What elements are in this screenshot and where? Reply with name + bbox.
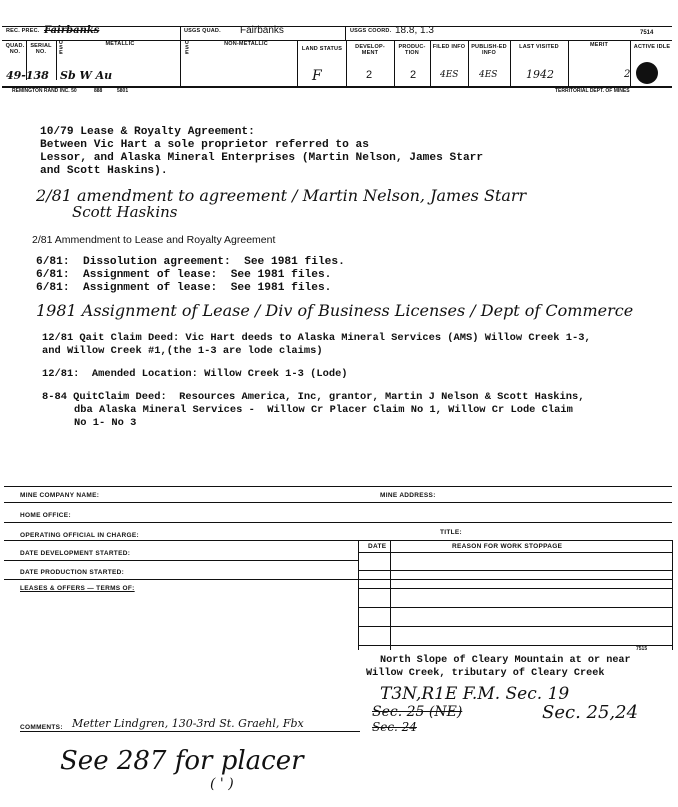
col-use-b: U S E [184, 40, 190, 56]
handwritten-strike-2: Sec. 24 [372, 720, 417, 734]
lease-line-2: Between Vic Hart a sole proprietor referred to as [40, 139, 369, 151]
handwritten-section: Sec. 25,24 [542, 702, 639, 723]
col-metallic: METALLIC [105, 41, 135, 47]
usgs-quad-label: USGS QUAD. [184, 28, 221, 34]
form-rule [4, 486, 672, 487]
mine-address-label: MINE ADDRESS: [380, 492, 436, 499]
table-divider [358, 540, 359, 650]
header-divider [180, 26, 181, 86]
printer-line: REMINGTON RAND INC. 50 [12, 88, 77, 94]
quitclaim-line-1: 12/81 Qait Claim Deed: Vic Hart deeds to Alaska Mineral Services (AMS) Willow Creek 1-3, [42, 332, 591, 344]
col-serial-no: SERIAL NO. [30, 43, 52, 55]
col-non-metallic: NON-METALLIC [224, 41, 268, 47]
leases-offers-label: LEASES & OFFERS — TERMS OF: [20, 585, 135, 592]
date-development-label: DATE DEVELOPMENT STARTED: [20, 550, 131, 557]
col-use-a: U S E [58, 40, 64, 56]
printer-code-b: 5801 [117, 88, 129, 94]
col-merit: MERIT [589, 42, 609, 48]
comments-value: Metter Lindgren, 130-3rd St. Graehl, Fbx [72, 717, 304, 730]
table-row-rule [358, 607, 672, 608]
filed-info-value: 4ES [440, 70, 459, 80]
table-row-rule [358, 570, 672, 571]
handwritten-assignment: 1981 Assignment of Lease / Div of Business Licenses / Dept of Commerce [36, 301, 634, 320]
assignment-line-1: 6/81: Assignment of lease: See 1981 files. [36, 269, 332, 281]
deed-line-2: dba Alaska Mineral Services - Willow Cr Placer Claim No 1, Willow Cr Lode Claim [74, 404, 573, 416]
dept-line: TERRITORIAL DEPT. OF MINES [555, 88, 630, 94]
quad-serial-value: 49-138 [6, 69, 49, 82]
deed-line-1: 8-84 QuitClaim Deed: Resources America, Inc, grantor, Martin J Nelson & Scott Haskins, [42, 391, 585, 403]
usgs-coord-value: 18.8, 1.3 [395, 25, 434, 36]
location-line-2: Willow Creek, tributary of Cleary Creek [366, 668, 605, 679]
date-column-header: DATE [368, 543, 387, 550]
comments-label: COMMENTS: [20, 724, 63, 731]
deed-line-3: No 1- No 3 [74, 417, 137, 429]
home-office-label: HOME OFFICE: [20, 512, 71, 519]
printer-code-a: 888 [94, 88, 103, 94]
table-row-rule [358, 645, 672, 646]
col-filed-info: FILED INFO [432, 44, 466, 50]
usgs-coord-label: USGS COORD. [350, 28, 392, 34]
amendment-line: 2/81 Ammendment to Lease and Royalty Agreement [32, 234, 276, 246]
form-rule [4, 579, 672, 580]
col-development: DEVELOP-MENT [355, 44, 385, 56]
title-label: TITLE: [440, 529, 463, 536]
assignment-line-2: 6/81: Assignment of lease: See 1981 files. [36, 282, 332, 294]
handwritten-placer-ref: See 287 for placer [60, 746, 304, 776]
card-number: 7514 [640, 30, 654, 36]
comments-rule [20, 731, 360, 732]
col-production: PRODUC-TION [398, 44, 426, 56]
handwritten-township: T3N,R1E F.M. Sec. 19 [380, 684, 570, 704]
form-rule [4, 560, 358, 561]
mine-company-label: MINE COMPANY NAME: [20, 492, 100, 499]
form-rule [4, 540, 672, 541]
rec-prec-label: REC. PREC. [6, 28, 40, 34]
handwritten-parens: ( ' ) [210, 776, 234, 792]
header-divider [345, 26, 346, 40]
development-value: 2 [366, 69, 373, 81]
amended-location-line: 12/81: Amended Location: Willow Creek 1-3 (Lode) [42, 368, 348, 380]
col-active-idle: ACTIVE IDLE [633, 44, 671, 50]
header-top-rule [2, 26, 672, 27]
table-divider [672, 540, 673, 650]
land-status-value: F [312, 68, 322, 84]
reason-column-header: REASON FOR WORK STOPPAGE [452, 543, 563, 550]
production-value: 2 [410, 69, 417, 81]
usgs-quad-value: Fairbanks [240, 25, 284, 36]
form-rule [358, 552, 672, 553]
header-divider [56, 40, 57, 80]
card-number-2: 7515 [636, 646, 648, 652]
last-visited-value: 1942 [526, 68, 554, 81]
lease-line-4: and Scott Haskins). [40, 165, 168, 177]
table-row-rule [358, 588, 672, 589]
dissolution-line: 6/81: Dissolution agreement: See 1981 files. [36, 256, 345, 268]
table-row-rule [358, 626, 672, 627]
commodity-value: Sb W Au [60, 69, 113, 82]
col-published-info: PUBLISH-ED INFO [471, 44, 507, 56]
handwritten-amendment: 2/81 amendment to agreement / Martin Nelson, James Starr [36, 186, 527, 205]
rec-prec-value: Fairbanks [44, 25, 100, 36]
lease-line-3: Lessor, and Alaska Mineral Enterprises (Martin Nelson, James Starr [40, 152, 484, 164]
col-last-visited: LAST VISITED [519, 44, 559, 50]
handwritten-haskins: Scott Haskins [72, 203, 178, 221]
lease-line-1: 10/79 Lease & Royalty Agreement: [40, 126, 255, 138]
operating-official-label: OPERATING OFFICIAL IN CHARGE: [20, 532, 139, 539]
quitclaim-line-2: and Willow Creek #1,(the 1-3 are lode claims) [42, 345, 323, 357]
location-line-1: North Slope of Cleary Mountain at or near [380, 655, 631, 666]
col-land-status: LAND STATUS [301, 46, 343, 52]
date-production-label: DATE PRODUCTION STARTED: [20, 569, 125, 576]
active-idle-dot [636, 62, 658, 84]
published-info-value: 4ES [479, 70, 498, 80]
form-rule [4, 502, 672, 503]
col-quad-no: QUAD. NO. [5, 43, 25, 55]
form-rule [4, 522, 672, 523]
handwritten-strike-1: Sec. 25 (NE) [372, 704, 463, 720]
active-idle-value: 2 [624, 69, 631, 80]
table-divider [390, 540, 391, 650]
